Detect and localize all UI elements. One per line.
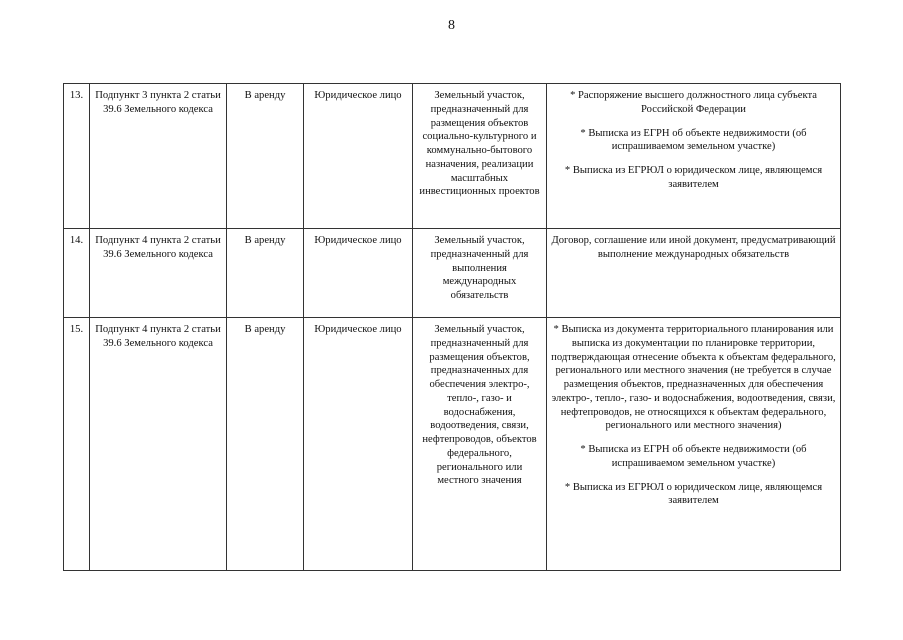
row-number: 13.: [64, 84, 90, 229]
document-item: * Выписка из ЕГРЮЛ о юридическом лице, являющемся заявителем: [564, 481, 823, 507]
table-row: [64, 84, 841, 229]
legal-basis-cell: Подпункт 4 пункта 2 статьи 39.6 Земельного кодекса: [90, 229, 227, 318]
legal-basis-cell: Подпункт 3 пункта 2 статьи 39.6 Земельного кодекса: [90, 84, 227, 229]
applicant-cell: Юридическое лицо: [304, 318, 413, 571]
document-item: * Выписка из документа территориального планирования или выписка из документации по планировке территории, подтверждающая отнесение объекта к объектам федерального, регионального или местного значения (не требуется в случае размещения объектов, предназначенных для обеспечения электро-, тепло-, газо- и водоснабжения, водоотведения, связи, нефтепроводов, не относящихся к объектам федерального, регионального или местного значения): [551, 324, 836, 432]
land-object-cell: Земельный участок, предназначенный для размещения объектов, предназначенных для обеспечения электро-, тепло-, газо- и водоснабжения, водоотведения, связи, нефтепроводов, объектов федерального, регионального или местного значения: [413, 318, 547, 571]
documents-cell: [547, 318, 841, 571]
legal-basis-cell: Подпункт 4 пункта 2 статьи 39.6 Земельного кодекса: [90, 318, 227, 571]
applicant-cell: Юридическое лицо: [304, 84, 413, 229]
land-object-cell: Земельный участок, предназначенный для выполнения международных обязательств: [413, 229, 547, 318]
page-number: 8: [448, 18, 455, 33]
provision-type-cell: В аренду: [227, 229, 304, 318]
document-item: Договор, соглашение или иной документ, предусматривающий выполнение международных обязательств: [551, 235, 836, 260]
document-item: * Выписка из ЕГРЮЛ о юридическом лице, являющемся заявителем: [564, 165, 823, 190]
documents-cell: [547, 229, 841, 318]
document-item: * Выписка из ЕГРН об объекте недвижимости (об испрашиваемом земельном участке): [580, 444, 807, 469]
applicant-cell: Юридическое лицо: [304, 229, 413, 318]
document-item: * Выписка из ЕГРН об объекте недвижимости (об испрашиваемом земельном участке): [580, 127, 807, 153]
provision-type-cell: В аренду: [227, 318, 304, 571]
table-row: [64, 229, 841, 318]
land-object-cell: Земельный участок, предназначенный для размещения объектов социально-культурного и коммунально-бытового назначения, реализации масштабных инвестиционных проектов: [413, 84, 547, 229]
document-item: * Распоряжение высшего должностного лица субъекта Российской Федерации: [570, 90, 817, 115]
row-number: 15.: [64, 318, 90, 571]
provision-type-cell: В аренду: [227, 84, 304, 229]
land-plot-table: [63, 83, 841, 571]
row-number: 14.: [64, 229, 90, 318]
table-row: [64, 318, 841, 571]
documents-cell: [547, 84, 841, 229]
